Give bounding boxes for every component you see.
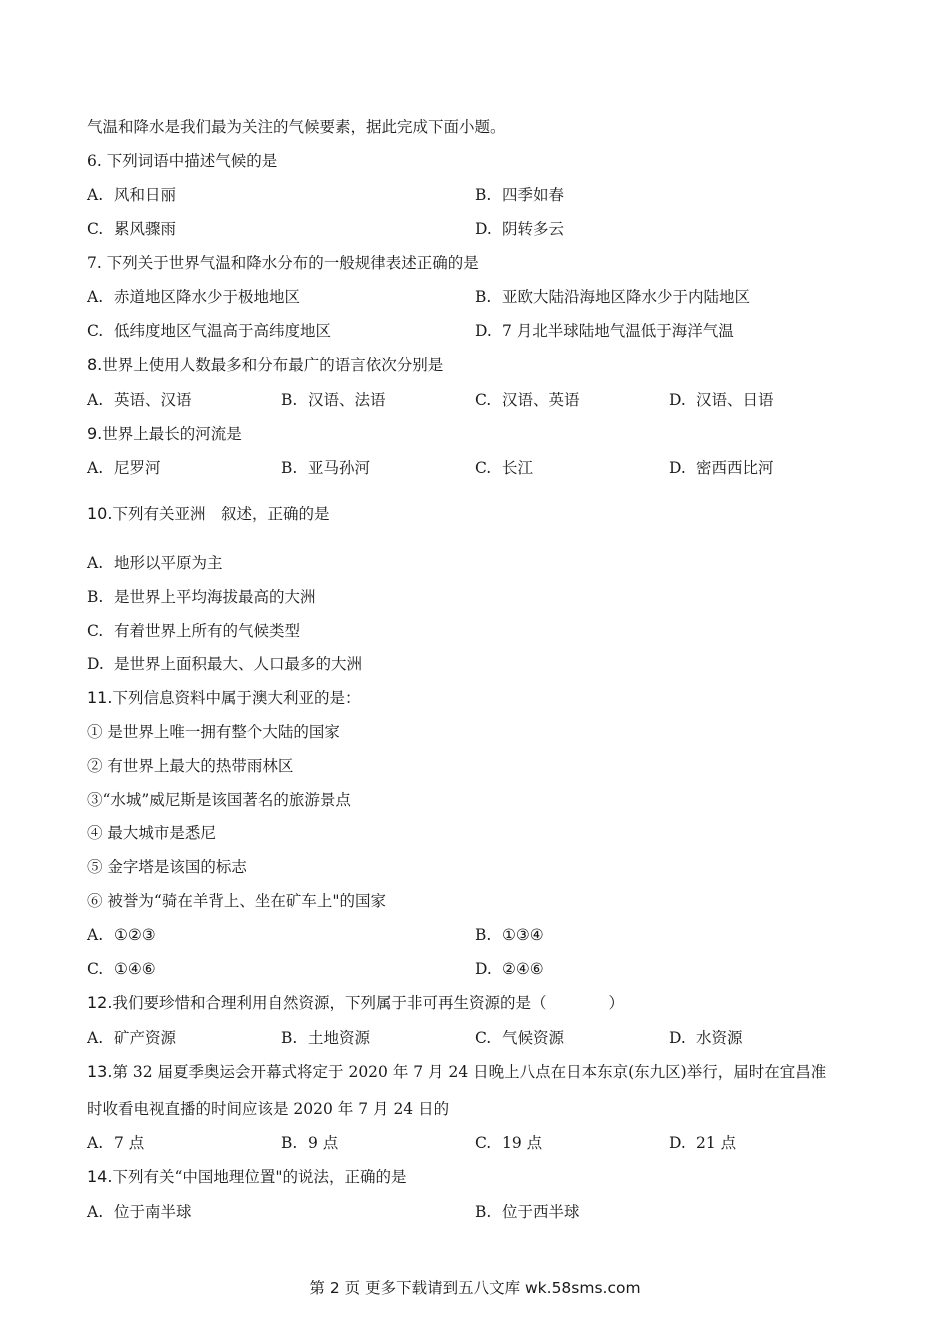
- info-item-1: ① 是世界上唯一拥有整个大陆的国家: [87, 723, 340, 741]
- question-number: 11.: [87, 688, 113, 707]
- option-b: B. 土地资源: [281, 1029, 371, 1047]
- info-item-4: ④ 最大城市是悉尼: [87, 824, 216, 842]
- option-c: C. 汉语、英语: [475, 391, 580, 409]
- option-c: C. ①④⑥: [87, 960, 156, 978]
- page-footer: 第 2 页 更多下载请到五八文库 wk.58sms.com: [309, 1279, 641, 1297]
- option-a: A. 风和日丽: [87, 186, 177, 204]
- option-c: C. 累风骤雨: [87, 220, 177, 238]
- question-stem: 下列信息资料中属于澳大利亚的是：: [112, 689, 361, 707]
- info-item-2: ② 有世界上最大的热带雨林区: [87, 757, 294, 775]
- question-14: [87, 1167, 407, 1187]
- question-number: 12.: [87, 993, 113, 1012]
- info-item-6: ⑥ 被誉为“骑在羊背上、坐在矿车上"的国家: [87, 892, 386, 910]
- info-item-3: ③“水城”威尼斯是该国著名的旅游景点: [87, 791, 351, 809]
- option-d: D. 是世界上面积最大、人口最多的大洲: [87, 655, 363, 673]
- option-c: C. 有着世界上所有的气候类型: [87, 622, 301, 640]
- option-a: A. 尼罗河: [87, 459, 161, 477]
- question-13-continued: 时收看电视直播的时间应该是 2020 年 7 月 24 日的: [87, 1100, 450, 1118]
- option-c: C. 低纬度地区气温高于高纬度地区: [87, 322, 332, 340]
- question-stem: 下列词语中描述气候的是: [106, 152, 278, 170]
- question-12: [87, 993, 624, 1013]
- question-number: 9.: [87, 424, 103, 443]
- question-number: 13.: [87, 1062, 113, 1081]
- question-stem: 我们要珍惜和合理利用自然资源，下列属于非可再生资源的是（ ）: [112, 994, 624, 1012]
- question-stem: 第 32 届夏季奥运会开幕式将定于 2020 年 7 月 24 日晚上八点在日本东京(东九区)举行，届时在宜昌准: [112, 1063, 827, 1081]
- option-d: D. 密西西比河: [669, 459, 774, 477]
- option-a: A. 位于南半球: [87, 1203, 192, 1221]
- option-b: B. 汉语、法语: [281, 391, 386, 409]
- option-a: A. 英语、汉语: [87, 391, 192, 409]
- option-b: B. 亚马孙河: [281, 459, 371, 477]
- question-stem: 下列有关亚洲 叙述，正确的是: [112, 505, 330, 523]
- question-7: [87, 253, 479, 273]
- option-d: D. 21 点: [669, 1134, 737, 1152]
- question-10: [87, 504, 329, 524]
- option-d: D. 汉语、日语: [669, 391, 774, 409]
- option-a: A. 赤道地区降水少于极地地区: [87, 288, 301, 306]
- question-number: 10.: [87, 504, 113, 523]
- option-c: C. 19 点: [475, 1134, 543, 1152]
- question-13: [87, 1062, 826, 1082]
- info-item-5: ⑤ 金字塔是该国的标志: [87, 858, 247, 876]
- option-b: B. 四季如春: [475, 186, 565, 204]
- question-number: 8.: [87, 355, 103, 374]
- question-number: 14.: [87, 1167, 113, 1186]
- question-stem: 下列关于世界气温和降水分布的一般规律表述正确的是: [106, 254, 479, 272]
- option-b: B. 位于西半球: [475, 1203, 580, 1221]
- question-11: [87, 688, 360, 708]
- question-number: 7.: [87, 254, 102, 272]
- option-c: C. 长江: [475, 459, 534, 477]
- option-a: A. 矿产资源: [87, 1029, 177, 1047]
- passage-intro: 气温和降水是我们最为关注的气候要素，据此完成下面小题。: [87, 118, 506, 136]
- option-c: C. 气候资源: [475, 1029, 565, 1047]
- option-d: D. 7 月北半球陆地气温低于海洋气温: [475, 322, 734, 340]
- question-8: [87, 355, 443, 375]
- question-9: [87, 424, 242, 444]
- question-6: [87, 151, 277, 171]
- question-stem: 世界上最长的河流是: [102, 425, 242, 443]
- option-b: B. 是世界上平均海拔最高的大洲: [87, 588, 316, 606]
- question-stem: 下列有关“中国地理位置"的说法，正确的是: [112, 1168, 407, 1186]
- option-b: B. 9 点: [281, 1134, 339, 1152]
- option-d: D. 水资源: [669, 1029, 743, 1047]
- option-d: D. ②④⑥: [475, 960, 544, 978]
- question-stem: 世界上使用人数最多和分布最广的语言依次分别是: [102, 356, 444, 374]
- option-a: A. 地形以平原为主: [87, 554, 223, 572]
- option-b: B. 亚欧大陆沿海地区降水少于内陆地区: [475, 288, 751, 306]
- option-a: A. ①②③: [87, 926, 156, 944]
- option-b: B. ①③④: [475, 926, 544, 944]
- question-number: 6.: [87, 152, 102, 170]
- option-a: A. 7 点: [87, 1134, 145, 1152]
- option-d: D. 阴转多云: [475, 220, 565, 238]
